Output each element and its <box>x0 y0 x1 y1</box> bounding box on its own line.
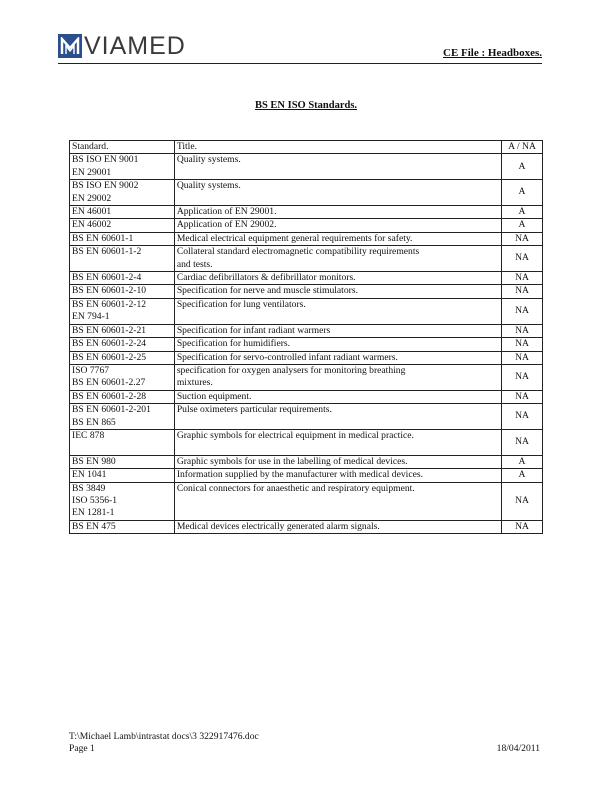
table-row <box>70 272 543 285</box>
cell-applicability: A <box>502 206 543 219</box>
cell-title <box>174 219 501 232</box>
cell-title <box>174 298 501 324</box>
document-label: CE File : Headboxes. <box>443 47 542 59</box>
standard-code: BS EN 60601-2-24 <box>72 338 147 350</box>
standard-title: Specification for infant radiant warmers <box>176 324 331 336</box>
page-footer <box>69 731 542 755</box>
cell-title <box>174 338 501 351</box>
cell-title <box>174 520 501 533</box>
cell-standard <box>70 298 175 324</box>
header-divider <box>58 63 542 64</box>
cell-standard <box>70 324 175 337</box>
table-row <box>70 482 543 520</box>
standard-code: BS EN 60601-1 <box>72 232 134 244</box>
standard-title: Specification for lung ventilators. <box>176 298 306 310</box>
logo-m-icon <box>58 34 82 58</box>
standard-code: EN 1041 <box>72 469 107 481</box>
cell-applicability: NA <box>502 285 543 298</box>
cell-applicability: NA <box>502 390 543 403</box>
standard-code: IEC 878 <box>72 429 105 441</box>
cell-standard <box>70 219 175 232</box>
standard-code: BS EN 60601-2-25 <box>72 351 147 363</box>
table-row <box>70 285 543 298</box>
standard-title: Information supplied by the manufacturer with medical devices. <box>176 469 423 481</box>
standard-code: BS EN 60601-2-201 <box>72 404 151 416</box>
cell-title <box>174 429 501 455</box>
footer-page-number: Page 1 <box>69 743 95 754</box>
footer-file-path: T:\Michael Lamb\intrastat docs\3 322917476.doc <box>69 731 259 742</box>
standard-code <box>72 442 172 454</box>
cell-standard <box>70 272 175 285</box>
table-row <box>70 351 543 364</box>
table-row <box>70 246 543 272</box>
standard-code: BS EN 60601-2-4 <box>72 272 142 284</box>
cell-standard <box>70 404 175 430</box>
cell-applicability: NA <box>502 482 543 520</box>
standard-title: specification for oxygen analysers for monitoring breathing <box>176 364 406 376</box>
cell-applicability: NA <box>502 429 543 455</box>
cell-applicability: NA <box>502 246 543 272</box>
standard-code: ISO 7767 <box>72 364 110 376</box>
standard-title: Specification for nerve and muscle stimulators. <box>176 285 358 297</box>
cell-standard <box>70 206 175 219</box>
table-row <box>70 324 543 337</box>
standard-title: Specification for humidifiers. <box>176 338 291 350</box>
table-row <box>70 298 543 324</box>
standard-title: Suction equipment. <box>176 390 252 402</box>
cell-title <box>174 455 501 468</box>
standard-title: Graphic symbols for electrical equipment in medical practice. <box>176 429 414 441</box>
standard-title: Conical connectors for anaesthetic and respiratory equipment. <box>176 482 415 494</box>
standard-code: BS EN 60601-1-2 <box>72 246 142 258</box>
standard-code: EN 1281-1 <box>72 507 115 519</box>
cell-title <box>174 482 501 520</box>
standard-code: BS EN 980 <box>72 455 116 467</box>
section-title: BS EN ISO Standards. <box>254 100 358 111</box>
footer-date: 18/04/2011 <box>496 743 540 754</box>
standard-code: BS EN 60601-2-12 <box>72 298 147 310</box>
cell-title <box>174 390 501 403</box>
standard-title: Medical electrical equipment general requirements for safety. <box>176 232 413 244</box>
standard-code: EN 46002 <box>72 219 112 231</box>
table-row <box>70 469 543 482</box>
table-body <box>70 154 543 534</box>
cell-applicability: NA <box>502 338 543 351</box>
cell-standard <box>70 338 175 351</box>
cell-standard <box>70 351 175 364</box>
standard-code: EN 46001 <box>72 206 112 218</box>
cell-standard <box>70 154 175 180</box>
column-header-title: Title. <box>174 141 501 154</box>
standard-title: Cardiac defibrillators & defibrillator monitors. <box>176 272 356 284</box>
company-logo <box>58 33 186 59</box>
cell-title <box>174 364 501 390</box>
standard-code: EN 29001 <box>72 166 112 178</box>
cell-title <box>174 246 501 272</box>
column-header-standard: Standard. <box>70 141 175 154</box>
cell-standard <box>70 232 175 245</box>
table-row <box>70 404 543 430</box>
cell-standard <box>70 390 175 403</box>
table-row <box>70 338 543 351</box>
cell-applicability: NA <box>502 298 543 324</box>
table-row <box>70 429 543 455</box>
cell-standard <box>70 246 175 272</box>
standard-title: mixtures. <box>176 377 213 389</box>
cell-applicability: NA <box>502 351 543 364</box>
cell-standard <box>70 482 175 520</box>
cell-title <box>174 232 501 245</box>
cell-applicability: A <box>502 469 543 482</box>
cell-standard <box>70 520 175 533</box>
cell-title <box>174 206 501 219</box>
cell-title <box>174 154 501 180</box>
standard-code: BS EN 60601-2-10 <box>72 285 147 297</box>
standard-code: BS EN 475 <box>72 520 116 532</box>
cell-applicability: A <box>502 219 543 232</box>
standard-title: Application of EN 29002. <box>176 219 277 231</box>
standard-title: Graphic symbols for use in the labelling of medical devices. <box>176 455 408 467</box>
cell-applicability: A <box>502 455 543 468</box>
standard-code: BS ISO EN 9002 <box>72 180 139 192</box>
standard-title: Pulse oximeters particular requirements. <box>176 404 332 416</box>
standard-code: ISO 5356-1 <box>72 494 118 506</box>
cell-standard <box>70 469 175 482</box>
standard-title: Quality systems. <box>176 180 241 192</box>
standard-code: BS EN 60601-2-28 <box>72 390 147 402</box>
table-row <box>70 180 543 206</box>
cell-applicability: A <box>502 154 543 180</box>
standards-table <box>69 140 543 534</box>
standard-title: Application of EN 29001. <box>176 206 277 218</box>
table-row <box>70 232 543 245</box>
standard-code: BS EN 60601-2.27 <box>72 377 146 389</box>
standard-code: BS ISO EN 9001 <box>72 154 139 166</box>
cell-applicability: NA <box>502 520 543 533</box>
standard-code: BS EN 60601-2-21 <box>72 324 147 336</box>
cell-applicability: NA <box>502 324 543 337</box>
table-row <box>70 364 543 390</box>
table-row <box>70 219 543 232</box>
table-header-row <box>70 141 543 154</box>
standard-code: EN 794-1 <box>72 311 110 323</box>
cell-title <box>174 469 501 482</box>
cell-applicability: NA <box>502 272 543 285</box>
cell-applicability: NA <box>502 404 543 430</box>
cell-standard <box>70 364 175 390</box>
table-row <box>70 520 543 533</box>
standard-code: BS EN 865 <box>72 416 116 428</box>
standard-title: Medical devices electrically generated alarm signals. <box>176 520 380 532</box>
standard-title: Quality systems. <box>176 154 241 166</box>
cell-title <box>174 404 501 430</box>
cell-standard <box>70 455 175 468</box>
cell-applicability: NA <box>502 364 543 390</box>
cell-standard <box>70 180 175 206</box>
table-row <box>70 390 543 403</box>
cell-applicability: A <box>502 180 543 206</box>
cell-applicability: NA <box>502 232 543 245</box>
logo-wordmark: VIAMED <box>84 32 186 60</box>
cell-title <box>174 351 501 364</box>
table-row <box>70 206 543 219</box>
standard-title: Collateral standard electromagnetic compatibility requirements <box>176 246 420 258</box>
cell-title <box>174 285 501 298</box>
cell-standard <box>70 285 175 298</box>
standard-title: and tests. <box>176 258 213 270</box>
cell-title <box>174 180 501 206</box>
column-header-applicability: A / NA <box>502 141 543 154</box>
table-row <box>70 455 543 468</box>
cell-standard <box>70 429 175 455</box>
cell-title <box>174 272 501 285</box>
standard-code: BS 3849 <box>72 482 106 494</box>
cell-title <box>174 324 501 337</box>
table-row <box>70 154 543 180</box>
standard-code: EN 29002 <box>72 192 112 204</box>
standard-title: Specification for servo-controlled infant radiant warmers. <box>176 351 398 363</box>
